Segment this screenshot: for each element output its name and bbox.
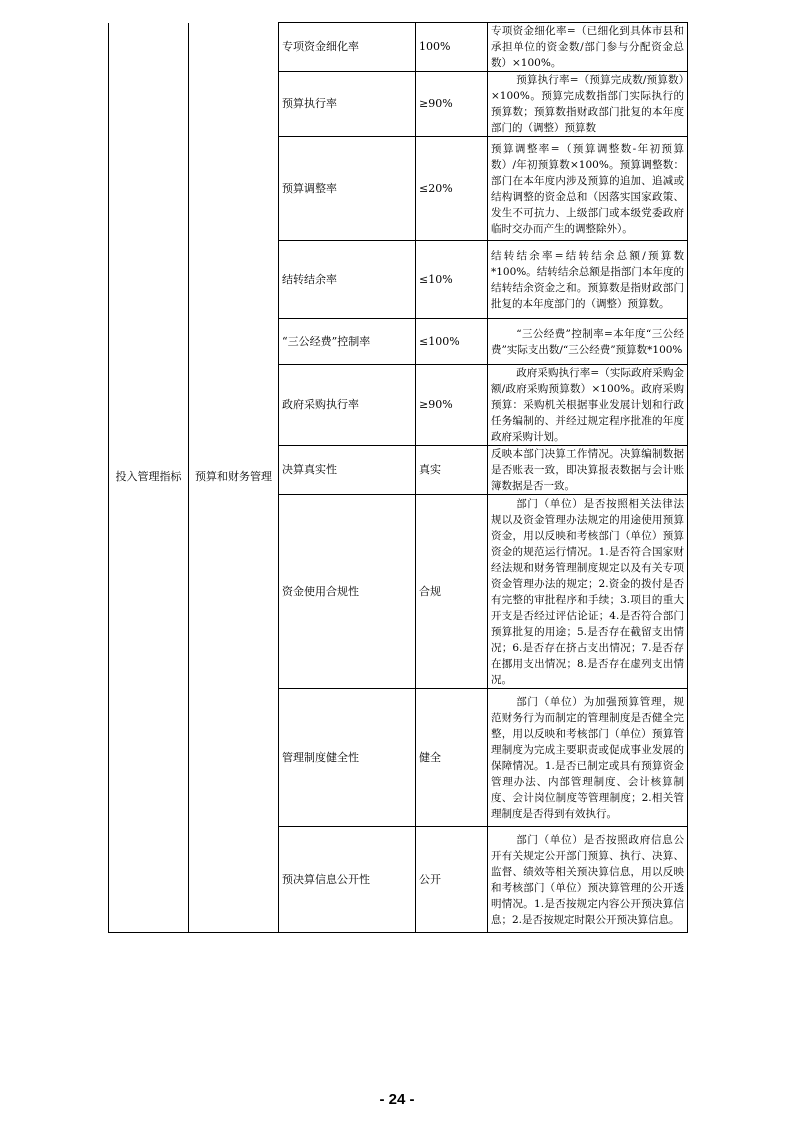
indicator-standard: ≥90% [416,72,488,137]
page-number: - 24 - [379,1091,415,1108]
subcategory-cell: 预算和财务管理 [189,23,279,933]
indicator-name: 管理制度健全性 [279,689,416,827]
indicator-definition: 部门（单位）是否按照政府信息公开有关规定公开部门预算、执行、决算、监督、绩效等相关预决算信息，用以反映和考核部门（单位）预决算管理的公开透明情况。1.是否按规定内容公开预决算信息；2.是否按规定时限公开预决算信息。 [488,827,688,933]
indicator-name: 预算调整率 [279,137,416,241]
indicator-definition: 反映本部门决算工作情况。决算编制数据是否账表一致，即决算报表数据与会计账簿数据是否一致。 [488,446,688,495]
indicator-definition: “三公经费”控制率=本年度“三公经费”实际支出数/“三公经费”预算数*100% [488,319,688,365]
indicator-definition: 政府采购执行率=（实际政府采购金额/政府采购预算数）×100%。政府采购预算：采购机关根据事业发展计划和行政任务编制的、并经过规定程序批准的年度政府采购计划。 [488,365,688,446]
table-row [109,23,688,72]
indicator-definition: 部门（单位）为加强预算管理，规范财务行为而制定的管理制度是否健全完整，用以反映和考核部门（单位）预算管理制度为完成主要职责或促成事业发展的保障情况。1.是否已制定或具有预算资金管理办法、内部管理制度、会计核算制度、会计岗位制度等管理制度；2.相关管理制度是否得到有效执行。 [488,689,688,827]
indicator-name: 专项资金细化率 [279,23,416,72]
indicator-definition: 预算调整率=（预算调整数-年初预算数）/年初预算数×100%。预算调整数：部门在本年度内涉及预算的追加、追减或结构调整的资金总和（因落实国家政策、发生不可抗力、上级部门或本级党委政府临时交办而产生的调整除外）。 [488,137,688,241]
indicator-standard: 合规 [416,495,488,689]
indicator-name: 政府采购执行率 [279,365,416,446]
indicator-standard: 真实 [416,446,488,495]
performance-indicator-table [108,22,688,933]
indicator-standard: ≤20% [416,137,488,241]
indicator-name: 决算真实性 [279,446,416,495]
indicator-definition: 专项资金细化率=（已细化到具体市县和承担单位的资金数/部门参与分配资金总数）×100%。 [488,23,688,72]
indicator-standard: 100% [416,23,488,72]
category-cell: 投入管理指标 [109,23,189,933]
indicator-standard: 公开 [416,827,488,933]
indicator-standard: 健全 [416,689,488,827]
indicator-definition: 结转结余率=结转结余总额/预算数*100%。结转结余总额是指部门本年度的结转结余资金之和。预算数是指财政部门批复的本年度部门的（调整）预算数。 [488,241,688,319]
indicator-name: “三公经费”控制率 [279,319,416,365]
indicator-standard: ≥90% [416,365,488,446]
indicator-definition: 部门（单位）是否按照相关法律法规以及资金管理办法规定的用途使用预算资金，用以反映和考核部门（单位）预算资金的规范运行情况。1.是否符合国家财经法规和财务管理制度规定以及有关专项资金管理办法的规定；2.资金的拨付是否有完整的审批程序和手续；3.项目的重大开支是否经过评估论证；4.是否符合部门预算批复的用途；5.是否存在截留支出情况；6.是否存在挤占支出情况；7.是否存在挪用支出情况；8.是否存在虚列支出情况。 [488,495,688,689]
indicator-name: 预算执行率 [279,72,416,137]
indicator-name: 结转结余率 [279,241,416,319]
indicator-definition: 预算执行率=（预算完成数/预算数）×100%。预算完成数指部门实际执行的预算数；预算数指财政部门批复的本年度部门的（调整）预算数 [488,72,688,137]
indicator-standard: ≤10% [416,241,488,319]
indicator-name: 预决算信息公开性 [279,827,416,933]
indicator-standard: ≤100% [416,319,488,365]
indicator-name: 资金使用合规性 [279,495,416,689]
